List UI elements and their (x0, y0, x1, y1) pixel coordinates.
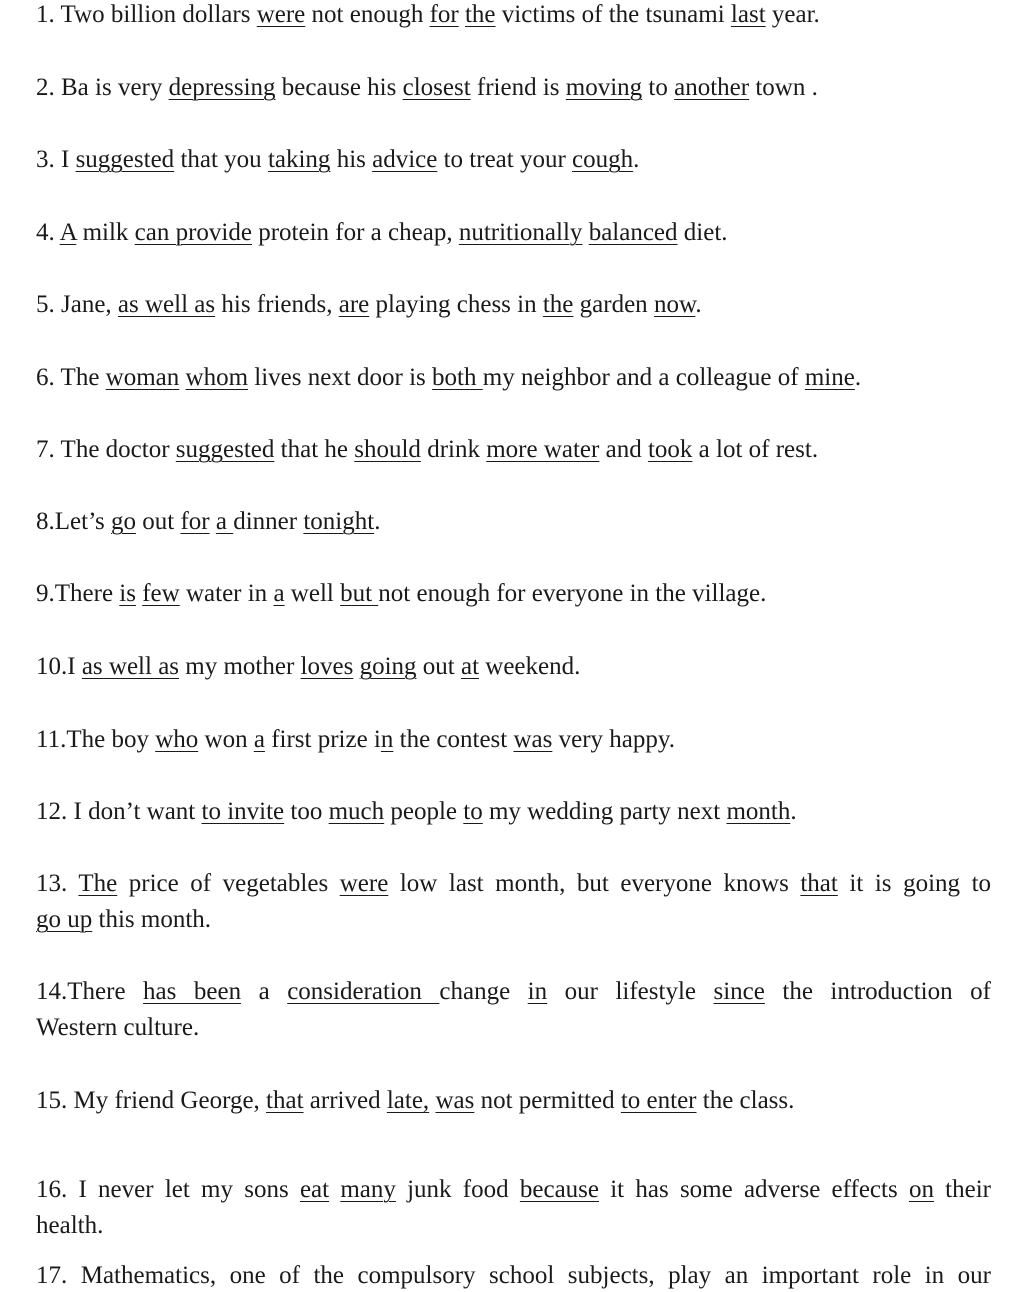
underlined-phrase: are (338, 291, 370, 318)
sentence-line (36, 217, 991, 249)
underlined-phrase: A (59, 219, 77, 246)
text-segment: . (854, 364, 862, 391)
underlined-phrase: consideration (287, 978, 440, 1005)
sentence-line (36, 578, 991, 610)
text-segment: friend is (470, 74, 566, 101)
underlined-phrase: a (253, 726, 265, 753)
underlined-phrase: was (435, 1087, 475, 1114)
underlined-phrase: cough (572, 146, 634, 173)
text-segment: not permitted (474, 1087, 621, 1114)
underlined-phrase: tonight (303, 508, 375, 535)
text-segment: first prize i (264, 726, 381, 753)
text-segment: arrived (303, 1087, 387, 1114)
underlined-phrase: few (142, 580, 180, 607)
underlined-phrase: closest (402, 74, 471, 101)
sentence-line (36, 72, 991, 104)
text-segment: 15. My friend George, (36, 1087, 267, 1114)
underlined-phrase: taking (267, 146, 331, 173)
underlined-phrase: was (513, 726, 553, 753)
text-segment: drink (420, 436, 487, 463)
underlined-phrase: as well as (117, 291, 216, 318)
text-segment: out (136, 508, 181, 535)
sentence-line (36, 651, 991, 683)
text-segment: Western culture. (36, 1014, 200, 1041)
text-segment: 16. I never let my sons (36, 1176, 300, 1203)
text-segment: 12. I don’t want (36, 798, 202, 825)
text-segment: not enough (305, 1, 430, 28)
text-segment: 6. The (36, 364, 106, 391)
underlined-phrase: woman (105, 364, 180, 391)
underlined-phrase: took (647, 436, 693, 463)
text-segment: 2. Ba is very (36, 74, 169, 101)
underlined-phrase: were (256, 1, 306, 28)
underlined-phrase: month (726, 798, 791, 825)
text-segment: junk food (395, 1176, 520, 1203)
text-segment: their (933, 1176, 991, 1203)
text-segment: lives next door is (248, 364, 433, 391)
text-segment: year. (765, 1, 820, 28)
underlined-phrase: advice (372, 146, 438, 173)
text-segment: to treat your (437, 146, 573, 173)
underlined-phrase: is (119, 580, 136, 607)
underlined-phrase: for (429, 1, 459, 28)
text-segment: change (439, 978, 528, 1005)
text-segment: weekend. (479, 653, 581, 680)
underlined-phrase: much (328, 798, 385, 825)
underlined-phrase: now (653, 291, 696, 318)
sentence-line (36, 1260, 991, 1292)
underlined-phrase: to enter (620, 1087, 697, 1114)
text-segment: 13. (36, 870, 79, 897)
underlined-phrase: mine (804, 364, 855, 391)
underlined-phrase: many (340, 1176, 396, 1203)
underlined-phrase: were (339, 870, 389, 897)
text-segment (329, 1176, 340, 1203)
underlined-phrase: the (542, 291, 574, 318)
text-segment: too (284, 798, 329, 825)
text-segment: town . (749, 74, 818, 101)
sentence-line (36, 1174, 991, 1206)
text-segment: 1. Two billion dollars (36, 1, 257, 28)
text-segment: out (416, 653, 461, 680)
underlined-phrase: eat (299, 1176, 330, 1203)
underlined-phrase: should (354, 436, 421, 463)
underlined-phrase: can provide (134, 219, 252, 246)
underlined-phrase: to (463, 798, 483, 825)
text-segment: 8.Let’s (36, 508, 111, 535)
underlined-phrase: moving (565, 74, 643, 101)
underlined-phrase: a (273, 580, 285, 607)
text-segment: 14.There (36, 978, 144, 1005)
text-segment: water in (179, 580, 274, 607)
text-segment: a (241, 978, 288, 1005)
text-segment: well (284, 580, 341, 607)
text-segment: health. (36, 1212, 104, 1239)
sentence-line (36, 724, 991, 756)
underlined-phrase: whom (185, 364, 249, 391)
text-segment: his friends, (215, 291, 339, 318)
underlined-phrase: that (800, 870, 838, 897)
text-segment: and (599, 436, 648, 463)
underlined-phrase: who (155, 726, 199, 753)
underlined-phrase: The (78, 870, 118, 897)
text-segment: very happy. (552, 726, 676, 753)
underlined-phrase: on (908, 1176, 934, 1203)
text-segment: it has some adverse effects (599, 1176, 909, 1203)
underlined-phrase: but (340, 580, 379, 607)
text-segment: milk (76, 219, 135, 246)
text-segment: 5. Jane, (36, 291, 118, 318)
text-segment: to (642, 74, 675, 101)
sentence-line (36, 144, 991, 176)
sentence-line (36, 434, 991, 466)
underlined-phrase: late, (386, 1087, 430, 1114)
sentence-line (36, 796, 991, 828)
underlined-phrase: last (730, 1, 766, 28)
text-segment: . (695, 291, 702, 318)
underlined-phrase: the (464, 1, 496, 28)
sentence-line (36, 0, 991, 31)
underlined-phrase: more water (486, 436, 600, 463)
underlined-phrase: as well as (81, 653, 180, 680)
underlined-phrase: loves (300, 653, 354, 680)
text-segment: 11.The boy (36, 726, 156, 753)
underlined-phrase: in (527, 978, 548, 1005)
sentence-line (36, 1210, 991, 1242)
underlined-phrase: suggested (75, 146, 175, 173)
text-segment: 10.I (36, 653, 82, 680)
underlined-phrase: because (519, 1176, 599, 1203)
text-segment: victims of the tsunami (495, 1, 731, 28)
text-segment: . (374, 508, 381, 535)
text-segment: my wedding party next (482, 798, 727, 825)
sentence-line (36, 506, 991, 538)
text-segment: garden (573, 291, 654, 318)
text-segment: 9.There (36, 580, 120, 607)
underlined-phrase: go up (36, 906, 93, 933)
underlined-phrase: both (432, 364, 483, 391)
text-segment: 4. (36, 219, 60, 246)
sentence-line (36, 289, 991, 321)
text-segment: diet. (677, 219, 728, 246)
sentence-line (36, 868, 991, 900)
text-segment: it is going to (837, 870, 992, 897)
text-segment: the class. (696, 1087, 795, 1114)
text-segment: 7. The doctor (36, 436, 176, 463)
underlined-phrase: n (380, 726, 394, 753)
text-segment: that he (274, 436, 355, 463)
underlined-phrase: balanced (588, 219, 678, 246)
underlined-phrase: a (215, 508, 234, 535)
text-segment: protein for a cheap, (251, 219, 459, 246)
text-segment: not enough for everyone in the village. (378, 580, 767, 607)
text-segment: my mother (179, 653, 301, 680)
text-segment: playing chess in (369, 291, 543, 318)
underlined-phrase: going (359, 653, 417, 680)
underlined-phrase: has been (143, 978, 242, 1005)
text-segment: the introduction of (764, 978, 991, 1005)
text-segment: won (198, 726, 254, 753)
text-segment: our lifestyle (547, 978, 714, 1005)
sentence-line (36, 1012, 991, 1044)
underlined-phrase: for (180, 508, 210, 535)
sentence-line (36, 976, 991, 1008)
text-segment: this month. (92, 906, 212, 933)
underlined-phrase: another (674, 74, 750, 101)
text-segment: low last month, but everyone knows (388, 870, 801, 897)
text-segment: 17. Mathematics, one of the compulsory school subjects, play an important role in our (36, 1262, 991, 1289)
text-segment: people (384, 798, 464, 825)
text-segment: a lot of rest. (692, 436, 819, 463)
underlined-phrase: nutritionally (458, 219, 583, 246)
sentence-line (36, 904, 991, 936)
text-segment: because his (275, 74, 403, 101)
text-segment: the contest (393, 726, 514, 753)
sentence-line (36, 1085, 991, 1117)
text-segment: . (633, 146, 640, 173)
underlined-phrase: suggested (175, 436, 275, 463)
text-segment: price of vegetables (117, 870, 340, 897)
underlined-phrase: go (111, 508, 136, 535)
text-segment: that you (174, 146, 268, 173)
underlined-phrase: since (713, 978, 765, 1005)
underlined-phrase: to invite (201, 798, 285, 825)
text-segment: his (330, 146, 373, 173)
underlined-phrase: at (460, 653, 480, 680)
sentence-line (36, 362, 991, 394)
text-segment: dinner (233, 508, 304, 535)
text-segment: my neighbor and a colleague of (482, 364, 805, 391)
text-segment: . (790, 798, 797, 825)
underlined-phrase: that (266, 1087, 304, 1114)
underlined-phrase: depressing (168, 74, 276, 101)
text-segment: 3. I (36, 146, 76, 173)
